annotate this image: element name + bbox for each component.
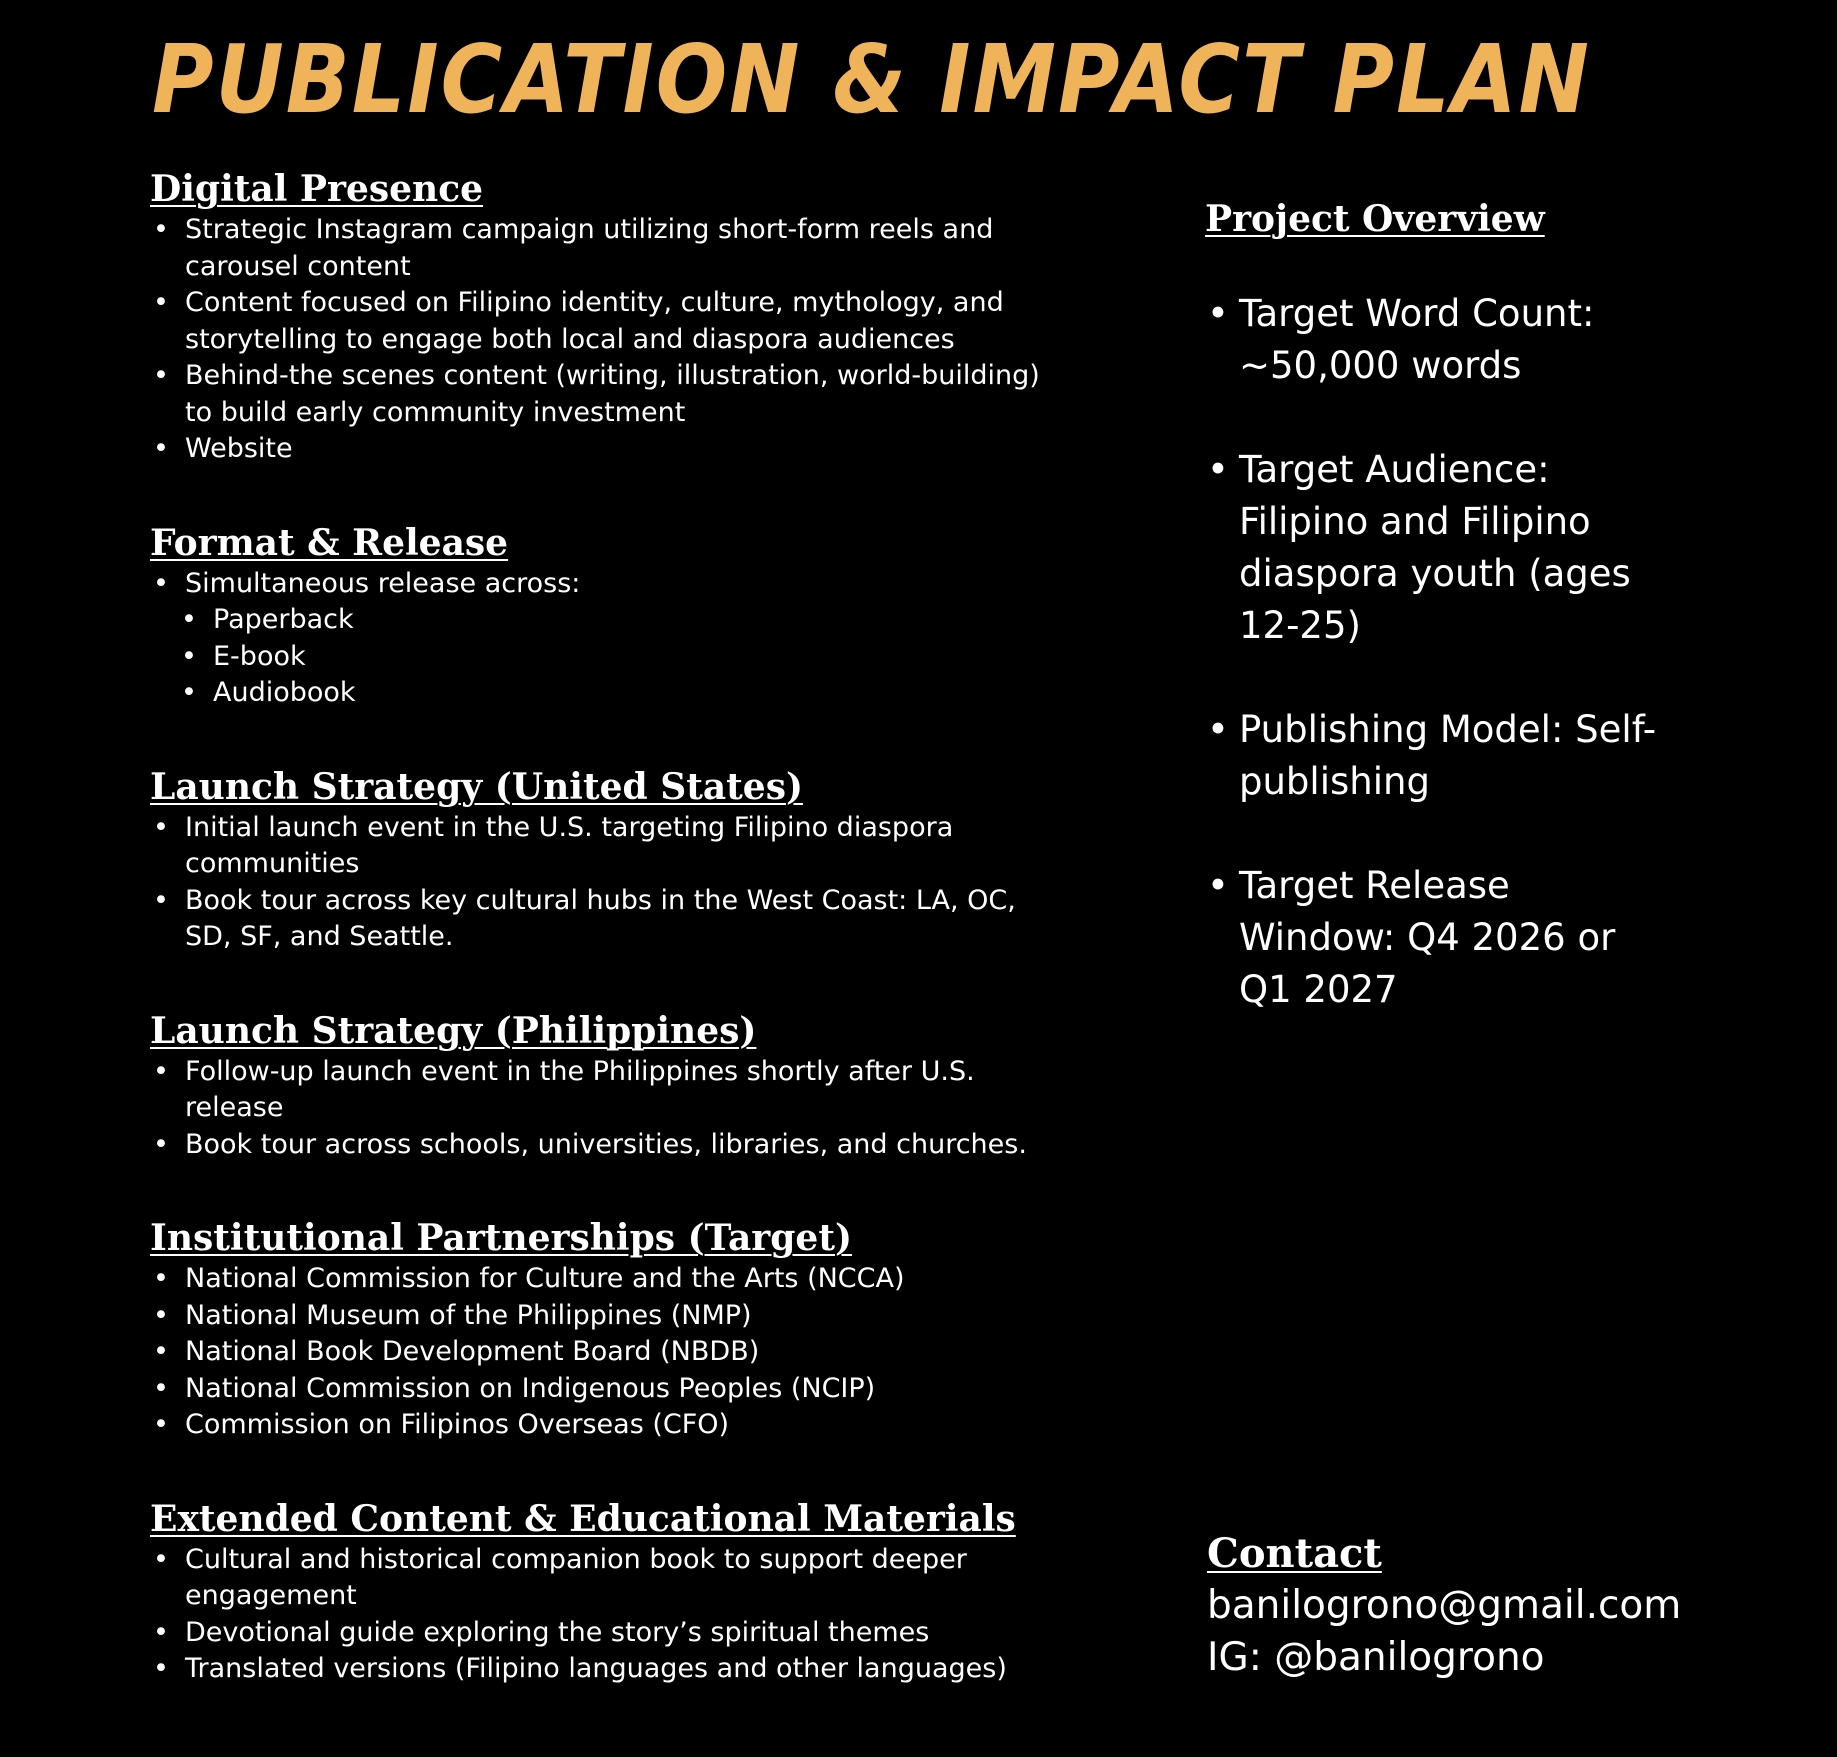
section-heading: Format & Release: [150, 521, 509, 564]
list-item: • Book tour across key cultural hubs in the West Coast: LA, OC, SD, SF, and Seattle.: [150, 883, 1050, 956]
overview-item: • Publishing Model: Self-publishing: [1205, 704, 1669, 808]
list-item: • Commission on Filipinos Overseas (CFO): [150, 1407, 1050, 1444]
section-heading: Extended Content & Educational Materials: [150, 1497, 1016, 1540]
list-item: • Follow-up launch event in the Philippines shortly after U.S. release: [150, 1054, 1050, 1127]
contact-block: [1207, 1528, 1807, 1684]
list-item: • Book tour across schools, universities, libraries, and churches.: [150, 1127, 1050, 1164]
list-item: • National Museum of the Philippines (NMP): [150, 1298, 1050, 1335]
list-subitem: • Audiobook: [150, 675, 1050, 712]
list-item: • National Commission on Indigenous Peoples (NCIP): [150, 1371, 1050, 1408]
bullet-list: [150, 1542, 1050, 1688]
list-item: • National Commission for Culture and the Arts (NCCA): [150, 1261, 1050, 1298]
section-heading: Launch Strategy (United States): [150, 765, 803, 808]
section-extended-content: [150, 1496, 1050, 1688]
bullet-list: [150, 810, 1050, 956]
list-item: • Translated versions (Filipino languages and other languages): [150, 1651, 1050, 1688]
bullet-list: [150, 1054, 1050, 1164]
list-item: • Website: [150, 431, 1050, 468]
section-heading: Institutional Partnerships (Target): [150, 1217, 852, 1259]
overview-item: • Target Audience: Filipino and Filipino diaspora youth (ages 12-25): [1205, 444, 1669, 652]
list-item: • Initial launch event in the U.S. targeting Filipino diaspora communities: [150, 810, 1050, 883]
section-launch-us: [150, 764, 1050, 956]
list-item: • Cultural and historical companion book to support deeper engagement: [150, 1542, 1050, 1615]
bullet-list: [150, 566, 1050, 603]
section-digital-presence: [150, 166, 1050, 468]
contact-email: banilogrono@gmail.com: [1207, 1583, 1682, 1628]
section-launch-philippines: [150, 1008, 1050, 1164]
contact-heading: Contact: [1207, 1530, 1382, 1577]
list-item: • Content focused on Filipino identity, culture, mythology, and storytelling to engage both local and diaspora audiences: [150, 285, 1050, 358]
page-title: PUBLICATION & IMPACT PLAN: [152, 24, 1591, 135]
list-subitem: • Paperback: [150, 602, 1050, 639]
list-item: • Behind-the scenes content (writing, illustration, world-building) to build early community investment: [150, 358, 1050, 431]
section-format-release: [150, 520, 1050, 712]
overview-heading: Project Overview: [1205, 198, 1545, 240]
bullet-list: [150, 212, 1050, 468]
plan-sections: [150, 166, 1050, 1688]
list-item: • Simultaneous release across:: [150, 566, 1050, 603]
section-heading: Launch Strategy (Philippines): [150, 1009, 757, 1052]
project-overview: [1205, 196, 1805, 1068]
list-subitem: • E-book: [150, 639, 1050, 676]
bullet-list: [150, 1261, 1050, 1444]
list-item: • Devotional guide exploring the story’s spiritual themes: [150, 1615, 1050, 1652]
sub-bullet-list: [150, 602, 1050, 712]
section-institutional-partnerships: [150, 1215, 1050, 1444]
section-heading: Digital Presence: [150, 168, 484, 210]
list-item: • National Book Development Board (NBDB): [150, 1334, 1050, 1371]
list-item: • Strategic Instagram campaign utilizing short-form reels and carousel content: [150, 212, 1050, 285]
overview-item: • Target Release Window: Q4 2026 or Q1 2027: [1205, 860, 1669, 1016]
contact-instagram: IG: @banilogrono: [1207, 1635, 1545, 1680]
overview-list: [1205, 288, 1805, 1016]
overview-item: • Target Word Count: ~50,000 words: [1205, 288, 1669, 392]
